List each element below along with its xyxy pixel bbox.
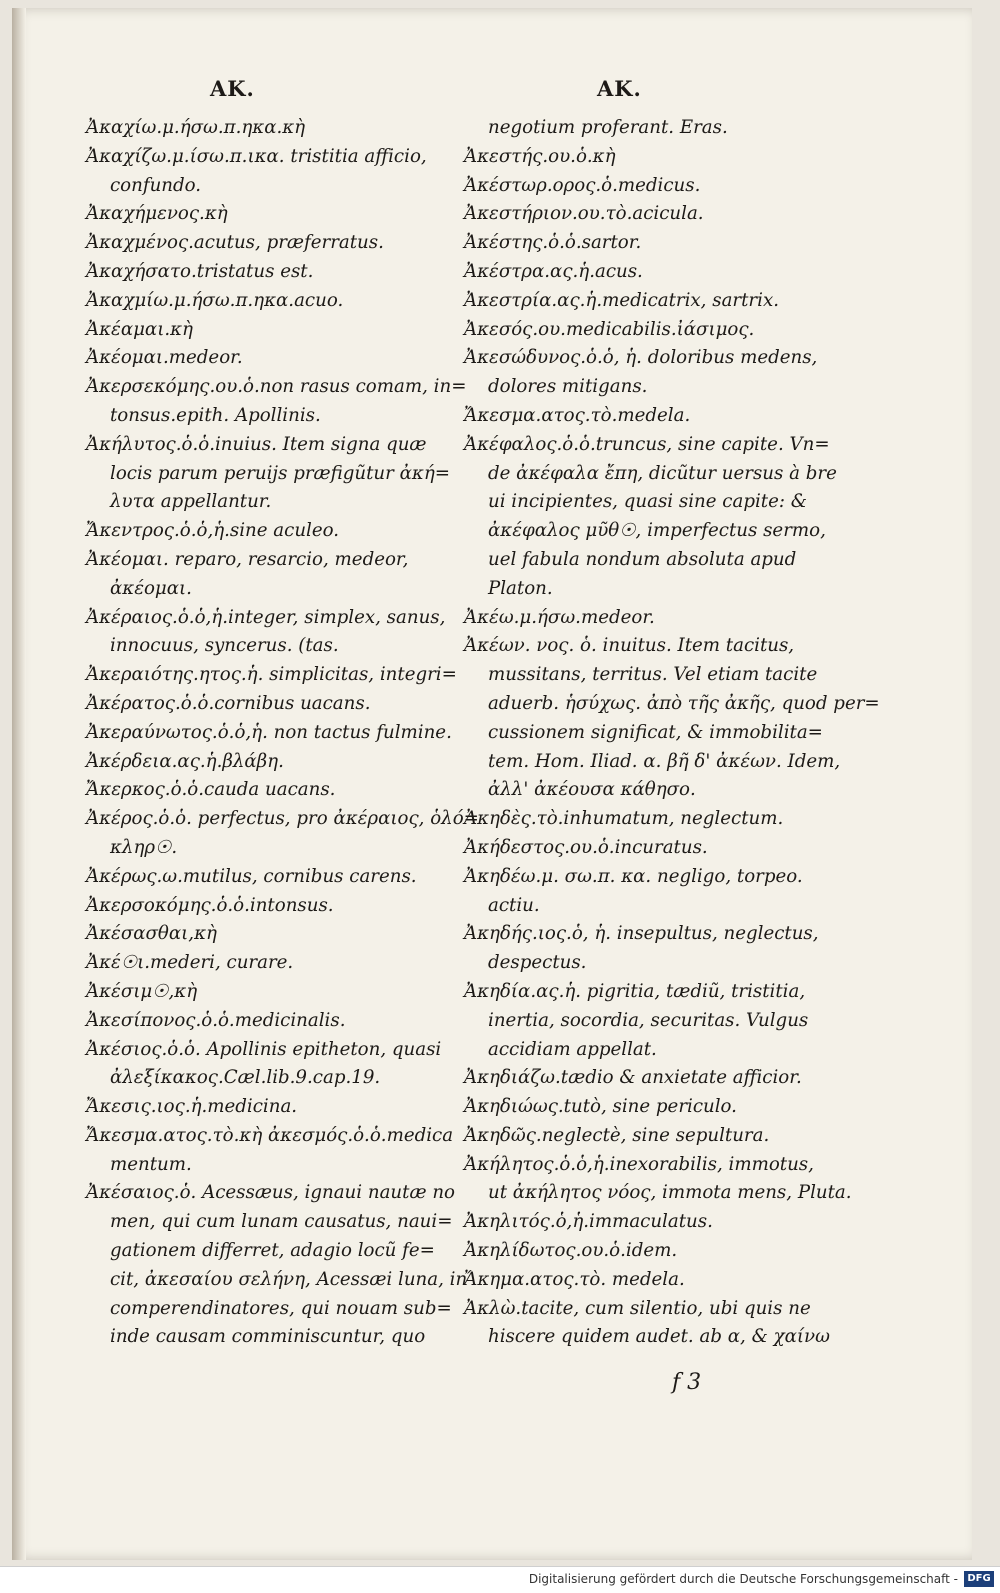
entry-continuation-line: men, qui cum lunam causatus, naui=: [110, 1211, 453, 1233]
dictionary-entry: Ἀκέρος.ὁ.ὁ. perfectus, pro ἀκέραιος, ὁλό=: [86, 808, 479, 830]
dictionary-entry: Ἀκηδιώως.tutò, sine periculo.: [464, 1096, 737, 1118]
entry-continuation-line: aduerb. ἡσύχως. ἀπὸ τῆς ἀκῆς, quod per=: [488, 692, 880, 714]
dictionary-entry: Ἀκεραιότης.ητος.ἡ. simplicitas, integri=: [86, 664, 457, 686]
dictionary-entry: Ἀκηλιτός.ὁ,ἡ.immaculatus.: [464, 1211, 713, 1233]
dictionary-entry: Ἀκεραύνωτος.ὁ.ὁ,ἡ. non tactus fulmine.: [86, 721, 452, 743]
dictionary-entry: Ἀκέρως.ω.mutilus, cornibus carens.: [86, 865, 417, 887]
dictionary-entry: Ἀκεσίπονος.ὁ.ὁ.medicinalis.: [86, 1009, 346, 1031]
entry-continuation-line: inde causam comminiscuntur, quo: [110, 1326, 426, 1348]
dictionary-entry: Ἀκηδία.ας.ἡ. pigritia, tædiũ, tristitia,: [464, 980, 806, 1002]
dictionary-entry: Ἀκηδῶς.neglectè, sine sepultura.: [464, 1124, 770, 1146]
entry-continuation-line: ἀλεξίκακος.Cæl.lib.9.cap.19.: [110, 1067, 381, 1089]
entry-continuation-line: de ἀκέφαλα ἔπη, dicũtur uersus à bre: [488, 462, 837, 484]
dictionary-entry: Ἀκεστήριον.ου.τὸ.acicula.: [464, 203, 704, 225]
dictionary-entry: Ἀκέω.μ.ήσω.medeor.: [464, 606, 655, 628]
entry-continuation-line: inertia, socordia, securitas. Vulgus: [488, 1009, 809, 1031]
entry-continuation-line: ἀκέομαι.: [110, 577, 192, 599]
footer-bar: [0, 1566, 1000, 1593]
entry-continuation-line: mussitans, territus. Vel etiam tacite: [488, 664, 818, 686]
dictionary-entry: Ἀκαχήμενος.κὴ: [86, 203, 228, 225]
dictionary-entry: Ἀκηδής.ιος.ὁ, ἡ. insepultus, neglectus,: [464, 923, 819, 945]
dictionary-entry: Ἀκέσασθαι,κὴ: [86, 923, 217, 945]
entry-continuation-line: ἀλλ' ἀκέουσα κάθησο.: [488, 779, 696, 801]
entry-continuation-line: gationem differret, adagio locũ fe=: [110, 1240, 435, 1262]
dictionary-entry: Ἀκαχμένος.acutus, præferratus.: [86, 232, 384, 254]
dictionary-entry: Ἀκερσοκόμης.ὁ.ὁ.intonsus.: [86, 894, 334, 916]
dictionary-entry: Ἀκλὼ.tacite, cum silentio, ubi quis ne: [464, 1297, 811, 1319]
entry-continuation-line: uel fabula nondum absoluta apud: [488, 548, 797, 570]
funding-credit: Digitalisierung gefördert durch die Deutsche Forschungsgemeinschaft -: [528, 1572, 958, 1586]
dictionary-entry: Ἀκεσός.ου.medicabilis.ἰάσιμος.: [464, 318, 755, 340]
entry-continuation-line: innocuus, syncerus. (tas.: [110, 635, 339, 657]
dictionary-entry: Ἀκεσώδυνος.ὁ.ὁ, ἡ. doloribus medens,: [464, 347, 818, 369]
entry-continuation-line: accidiam appellat.: [488, 1038, 657, 1060]
dictionary-entry: Ἀκέραιος.ὁ.ὁ,ἡ.integer, simplex, sanus,: [86, 606, 446, 628]
entry-continuation-line: cit, ἀκεσαίου σελήνη, Acessæi luna, in: [110, 1268, 468, 1290]
dictionary-entry: Ἀκαχίω.μ.ήσω.π.ηκα.κὴ: [86, 117, 306, 138]
entry-continuation-line: tonsus.epith. Apollinis.: [110, 404, 321, 426]
dictionary-entry: Ἄκεσμα.ατος.τὸ.κὴ ἀκεσμός.ὁ.ὁ.medica: [86, 1124, 454, 1146]
dictionary-entry: Ἀκεστής.ου.ὁ.κὴ: [464, 145, 616, 167]
entry-continuation-line: κληρ☉.: [110, 836, 178, 858]
right-column: [464, 114, 880, 1352]
dictionary-entry: Ἀκέστωρ.ορος.ὁ.medicus.: [464, 174, 701, 196]
entry-continuation-line: confundo.: [110, 174, 202, 196]
dictionary-entry: Ἀκεστρία.ας.ἡ.medicatrix, sartrix.: [464, 289, 779, 311]
entry-continuation-line: comperendinatores, qui nouam sub=: [110, 1297, 452, 1319]
entry-continuation-line: despectus.: [488, 952, 587, 974]
dictionary-entry: Ἀκαχίζω.μ.ίσω.π.ικα. tristitia afficio,: [86, 145, 427, 167]
entry-continuation-line: dolores mitigans.: [488, 376, 648, 398]
running-head-left: AK.: [210, 76, 255, 101]
entry-continuation-line: locis parum peruijs præfigũtur ἀκή=: [110, 462, 450, 484]
dictionary-entry: Ἀκέομαι.medeor.: [86, 347, 243, 369]
dictionary-entry: Ἀκέαμαι.κὴ: [86, 318, 193, 340]
entry-continuation-line: negotium proferant. Eras.: [488, 117, 728, 138]
dictionary-entry: Ἀκερσεκόμης.ου.ὁ.non rasus comam, in=: [86, 376, 467, 398]
dictionary-entry: Ἀκέφαλος.ὁ.ὁ.truncus, sine capite. Vn=: [464, 433, 830, 455]
dictionary-entry: Ἀκήδεστος.ου.ὁ.incuratus.: [464, 836, 708, 858]
dictionary-entry: Ἀκέων. νος. ὁ. inuitus. Item tacitus,: [464, 635, 795, 657]
dictionary-entry: Ἀκηδέω.μ. σω.π. κα. negligo, torpeo.: [464, 865, 803, 887]
dictionary-entry: Ἀκέσιμ☉,κὴ: [86, 980, 198, 1002]
dictionary-entry: Ἀκέρδεια.ας.ἡ.βλάβη.: [86, 750, 284, 772]
dictionary-entry: Ἀκήλητος.ὁ.ὁ,ἡ.inexorabilis, immotus,: [464, 1153, 814, 1175]
dictionary-entry: Ἀκήλυτος.ὁ.ὁ.inuius. Item signa quæ: [86, 433, 427, 455]
dictionary-entry: Ἀκηλίδωτος.ου.ὁ.idem.: [464, 1240, 678, 1262]
dictionary-entry: Ἀκέσαιος.ὁ. Acessæus, ignaui nautæ no: [86, 1182, 455, 1204]
entry-continuation-line: hiscere quidem audet. ab α, & χαίνω: [488, 1326, 830, 1348]
dictionary-entry: Ἀκηδὲς.τὸ.inhumatum, neglectum.: [464, 808, 784, 830]
dictionary-entry: Ἀκέσιος.ὁ.ὁ. Apollinis epitheton, quasi: [86, 1038, 442, 1060]
entry-continuation-line: cussionem significat, & immobilita=: [488, 721, 823, 743]
entry-continuation-line: ut ἀκήλητος νόος, immota mens, Pluta.: [488, 1182, 852, 1204]
entry-continuation-line: λυτα appellantur.: [110, 491, 272, 513]
entry-continuation-line: ἀκέφαλος μῦθ☉, imperfectus sermo,: [488, 520, 826, 542]
entry-continuation-line: Platon.: [488, 577, 553, 599]
entry-continuation-line: ui incipientes, quasi sine capite: &: [488, 491, 807, 513]
dictionary-entry: Ἄκερκος.ὁ.ὁ.cauda uacans.: [86, 779, 336, 801]
dictionary-entry: Ἀκέστρα.ας.ἡ.acus.: [464, 260, 643, 282]
dictionary-entry: Ἄκεντρος.ὁ.ὁ,ἡ.sine aculeo.: [86, 520, 340, 542]
dictionary-entry: Ἄκεσις.ιος.ἡ.medicina.: [86, 1096, 298, 1118]
dictionary-entry: Ἀκαχήσατο.tristatus est.: [86, 260, 314, 282]
signature-mark: f 3: [672, 1370, 702, 1395]
dictionary-entry: Ἄκεσμα.ατος.τὸ.medela.: [464, 404, 691, 426]
dictionary-entry: Ἀκέ☉ι.mederi, curare.: [86, 952, 294, 974]
dictionary-entry: Ἄκημα.ατος.τὸ. medela.: [464, 1268, 685, 1290]
entry-continuation-line: actiu.: [488, 894, 540, 916]
dictionary-entry: Ἀκέρατος.ὁ.ὁ.cornibus uacans.: [86, 692, 371, 714]
left-column: [86, 114, 479, 1352]
entry-continuation-line: mentum.: [110, 1153, 192, 1175]
dictionary-entry: Ἀκαχμίω.μ.ήσω.π.ηκα.acuo.: [86, 289, 344, 311]
dictionary-entry: Ἀκηδιάζω.tædio & anxietate afficior.: [464, 1067, 802, 1089]
entry-continuation-line: tem. Hom. Iliad. α. βῆ δ' ἀκέων. Idem,: [488, 750, 841, 772]
running-head-right: AK.: [597, 76, 642, 101]
book-page: [12, 8, 972, 1560]
dfg-logo: DFG: [964, 1571, 994, 1587]
dictionary-entry: Ἀκέστης.ὁ.ὁ.sartor.: [464, 232, 642, 254]
dictionary-entry: Ἀκέομαι. reparo, resarcio, medeor,: [86, 548, 409, 570]
